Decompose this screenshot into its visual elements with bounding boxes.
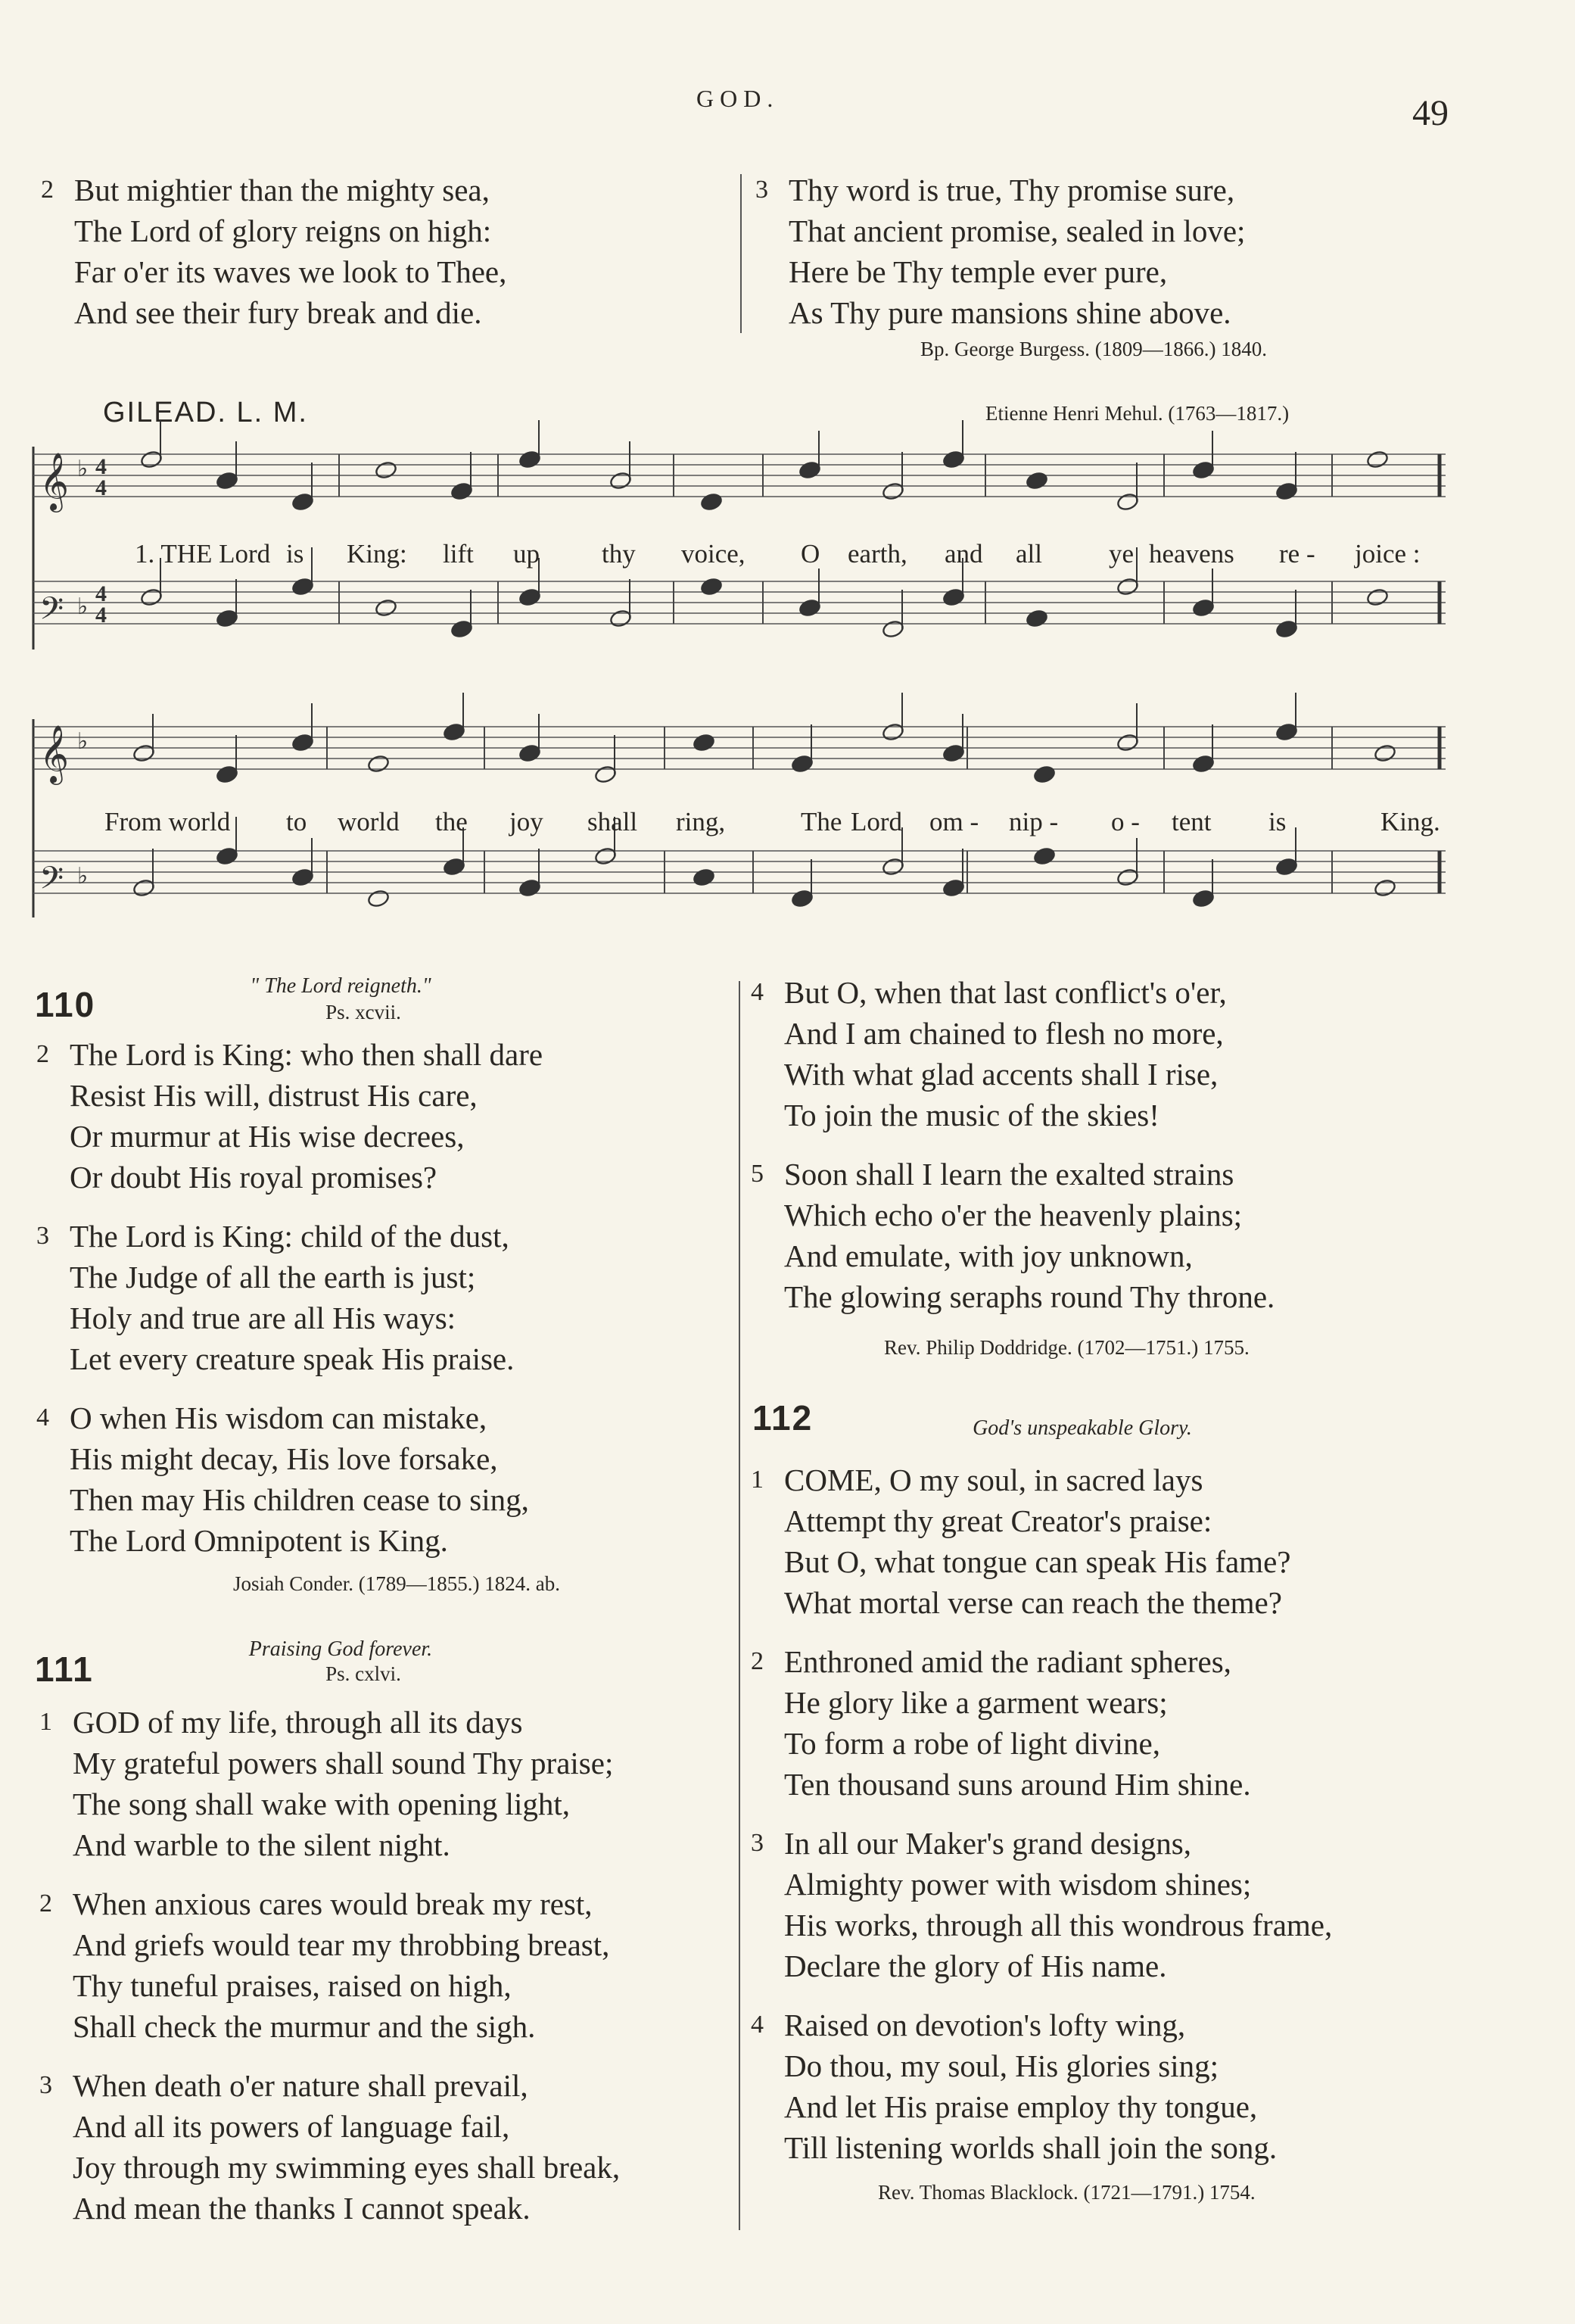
verse-line: The Lord Omnipotent is King. xyxy=(70,1523,448,1558)
lyric-syllable: is xyxy=(286,539,304,569)
lyric-syllable: o - xyxy=(1111,807,1140,836)
stanza-number: 4 xyxy=(36,1403,49,1431)
bass-clef: 𝄢 xyxy=(39,861,64,903)
note-head xyxy=(700,577,724,597)
lyric-syllable: world xyxy=(338,807,400,836)
flat-sign: ♭ xyxy=(77,864,89,889)
verse-line: Then may His children cease to sing, xyxy=(70,1482,529,1517)
lyric-syllable: Lord xyxy=(851,807,903,836)
stanza xyxy=(39,1883,620,2047)
note-head xyxy=(1116,577,1140,597)
time-signature: 4 xyxy=(95,603,107,628)
time-signature: 4 xyxy=(95,581,107,606)
stanza-number: 2 xyxy=(751,1647,764,1675)
note-head xyxy=(882,619,905,639)
verse-line: The song shall wake with opening light, xyxy=(73,1787,571,1821)
note-head xyxy=(1374,878,1397,898)
note-head xyxy=(1026,471,1049,491)
note-head xyxy=(375,598,398,618)
lyric-syllable: King. xyxy=(1380,807,1440,836)
lyric-syllable: 1. THE Lord xyxy=(135,539,271,569)
verse-line: But mightier than the mighty sea, xyxy=(74,173,490,207)
verse-line: And griefs would tear my throbbing breast, xyxy=(73,1927,610,1962)
note-head xyxy=(216,765,239,784)
hymn111-psalm: Ps. cxlvi. xyxy=(325,1662,401,1685)
verse-line: Declare the glory of His name. xyxy=(784,1949,1167,1983)
hymn-number-111: 111 xyxy=(35,1650,94,1689)
note-head xyxy=(450,619,474,639)
note-head xyxy=(700,492,724,512)
note-head xyxy=(594,765,618,784)
lyric-syllable: heavens xyxy=(1149,539,1234,569)
verse-line: In all our Maker's grand designs, xyxy=(784,1826,1191,1861)
note-head xyxy=(791,889,814,908)
note-head xyxy=(216,609,239,628)
stanza xyxy=(751,972,1275,1136)
lyric-syllable: re - xyxy=(1279,539,1315,569)
lyric-syllable: joice : xyxy=(1355,539,1421,569)
verse-line: Or doubt His royal promises? xyxy=(70,1160,437,1195)
stanza-number: 2 xyxy=(39,1889,52,1917)
note-head xyxy=(882,857,905,877)
note-head xyxy=(291,868,315,887)
note-head xyxy=(291,492,315,512)
music-score xyxy=(0,0,1575,984)
stanza xyxy=(751,1154,1275,1317)
lyric-syllable: all xyxy=(1016,539,1042,569)
verse-line: The Judge of all the earth is just; xyxy=(70,1260,476,1294)
hymn112-title: God's unspeakable Glory. xyxy=(973,1416,1192,1440)
verse-line: To form a robe of light divine, xyxy=(784,1726,1160,1761)
note-head xyxy=(132,743,156,763)
note-head xyxy=(1033,765,1057,784)
hymn-number-112: 112 xyxy=(752,1398,814,1438)
verse-line: Here be Thy temple ever pure, xyxy=(789,254,1168,289)
hymn110-stanzas xyxy=(36,1034,543,1561)
verse-line: And see their fury break and die. xyxy=(74,295,482,330)
note-head xyxy=(882,481,905,501)
running-title: GOD. xyxy=(696,85,780,112)
verse-line: But O, when that last conflict's o'er, xyxy=(784,975,1227,1010)
verse-line: His might decay, His love forsake, xyxy=(70,1441,498,1476)
time-signature: 4 xyxy=(95,475,107,500)
note-head xyxy=(216,846,239,866)
note-head xyxy=(291,733,315,752)
verse-line: My grateful powers shall sound Thy praise; xyxy=(73,1746,614,1780)
treble-clef: 𝄞 xyxy=(39,727,70,782)
note-head xyxy=(291,577,315,597)
note-head xyxy=(518,878,542,898)
stanza-number: 1 xyxy=(39,1708,52,1736)
lyric-syllable: thy xyxy=(602,539,636,569)
lyric-syllable: lift xyxy=(443,539,474,569)
flat-sign: ♭ xyxy=(77,456,89,481)
lyric-syllable: voice, xyxy=(681,539,745,569)
verse-line: His works, through all this wondrous frame, xyxy=(784,1908,1333,1942)
verse-line: That ancient promise, sealed in love; xyxy=(789,213,1246,248)
verse-line: Joy through my swimming eyes shall break, xyxy=(73,2150,621,2185)
verse-line: Enthroned amid the radiant spheres, xyxy=(784,1644,1231,1679)
note-head xyxy=(1192,889,1215,908)
verse-line: Far o'er its waves we look to Thee, xyxy=(74,254,507,289)
lyric-syllable: earth, xyxy=(848,539,907,569)
stanza-number: 3 xyxy=(36,1222,49,1250)
note-head xyxy=(1275,619,1299,639)
note-head xyxy=(942,587,966,607)
verse-line: The Lord of glory reigns on high: xyxy=(74,213,492,248)
verse-line: Raised on devotion's lofty wing, xyxy=(784,2008,1186,2042)
verse-line: GOD of my life, through all its days xyxy=(73,1705,523,1740)
verse-line: And mean the thanks I cannot speak. xyxy=(73,2191,531,2226)
note-head xyxy=(367,889,391,908)
stanza-number: 3 xyxy=(751,1829,764,1857)
note-head xyxy=(1116,492,1140,512)
stanza xyxy=(39,2065,621,2229)
lyric-syllable: The xyxy=(801,807,842,836)
note-head xyxy=(1275,857,1299,877)
hymn111-title: Praising God forever. xyxy=(248,1637,433,1661)
note-head xyxy=(609,609,633,628)
verse-line: Resist His will, distrust His care, xyxy=(70,1078,478,1113)
verse-line: To join the music of the skies! xyxy=(784,1098,1159,1132)
stanza-number: 3 xyxy=(39,2071,52,2099)
lyric-syllable: is xyxy=(1268,807,1287,836)
note-head xyxy=(1366,587,1390,607)
hymn111-attribution: Rev. Philip Doddridge. (1702—1751.) 1755. xyxy=(884,1336,1250,1359)
note-head xyxy=(1116,733,1140,752)
verse-line: Attempt thy great Creator's praise: xyxy=(784,1503,1212,1538)
lyric-syllable: the xyxy=(435,807,468,836)
hymn112-attribution: Rev. Thomas Blacklock. (1721—1791.) 1754. xyxy=(878,2181,1256,2204)
lyric-syllable: From world xyxy=(104,807,231,836)
note-head xyxy=(942,450,966,469)
note-head xyxy=(594,846,618,866)
stanza xyxy=(751,1641,1332,1805)
note-head xyxy=(450,481,474,501)
verse-line: But O, what tongue can speak His fame? xyxy=(784,1544,1291,1579)
note-head xyxy=(693,868,716,887)
verse-line: When anxious cares would break my rest, xyxy=(73,1886,593,1921)
hymn109-attribution: Bp. George Burgess. (1809—1866.) 1840. xyxy=(920,338,1267,360)
stanza-number: 4 xyxy=(751,978,764,1006)
verse-line: Or murmur at His wise decrees, xyxy=(70,1119,465,1154)
stanza-number: 4 xyxy=(751,2011,764,2039)
hymn111-stanzas xyxy=(39,1702,621,2229)
note-head xyxy=(1116,868,1140,887)
verse-line: And all its powers of language fail, xyxy=(73,2109,510,2144)
verse-line: Do thou, my soul, His glories sing; xyxy=(784,2048,1219,2083)
verse-line: He glory like a garment wears; xyxy=(784,1685,1168,1720)
lyric-syllable: ye xyxy=(1109,539,1135,569)
verse-line: As Thy pure mansions shine above. xyxy=(789,295,1231,330)
note-head xyxy=(1033,846,1057,866)
verse-line: Shall check the murmur and the sigh. xyxy=(73,2009,536,2044)
note-head xyxy=(140,587,163,607)
lyric-syllable: to xyxy=(286,807,307,836)
verse-line: Thy word is true, Thy promise sure, xyxy=(789,173,1235,207)
verse-line: COME, O my soul, in sacred lays xyxy=(784,1463,1203,1497)
flat-sign: ♭ xyxy=(77,729,89,754)
note-head xyxy=(1366,450,1390,469)
note-head xyxy=(1374,743,1397,763)
hymn110-psalm: Ps. xcvii. xyxy=(325,1001,401,1023)
lyric-syllable: shall xyxy=(587,807,638,836)
verse-line: And I am chained to flesh no more, xyxy=(784,1016,1224,1051)
stanza xyxy=(39,1702,620,1865)
verse-line: Soon shall I learn the exalted strains xyxy=(784,1157,1234,1192)
stanza xyxy=(36,1034,543,1198)
note-head xyxy=(1192,754,1215,774)
note-head xyxy=(443,857,466,877)
verse-line: Almighty power with wisdom shines; xyxy=(784,1867,1252,1902)
verse-line: O when His wisdom can mistake, xyxy=(70,1400,487,1435)
verse-line: And emulate, with joy unknown, xyxy=(784,1238,1193,1273)
hymn110-attribution: Josiah Conder. (1789—1855.) 1824. ab. xyxy=(233,1572,560,1595)
hymn110-title: " The Lord reigneth." xyxy=(250,974,431,998)
note-head xyxy=(942,743,966,763)
note-head xyxy=(882,722,905,742)
verse-line: Let every creature speak His praise. xyxy=(70,1341,515,1376)
note-head xyxy=(942,878,966,898)
lyric-syllable: nip - xyxy=(1009,807,1059,836)
hymn112-stanzas xyxy=(751,1460,1333,2168)
bass-clef: 𝄢 xyxy=(39,591,64,634)
note-head xyxy=(798,460,822,480)
lyric-syllable: and xyxy=(945,539,983,569)
note-head xyxy=(140,450,163,469)
note-head xyxy=(1275,481,1299,501)
note-head xyxy=(216,471,239,491)
note-head xyxy=(518,587,542,607)
lyric-syllable: up xyxy=(513,539,540,569)
note-head xyxy=(375,460,398,480)
note-head xyxy=(518,743,542,763)
stanza xyxy=(751,1823,1333,1986)
note-head xyxy=(1192,460,1215,480)
note-head xyxy=(367,754,391,774)
stanza-number: 3 xyxy=(755,176,768,204)
stanza-number: 1 xyxy=(751,1466,764,1494)
hymn111-cont-stanzas xyxy=(751,972,1275,1317)
stanza xyxy=(751,2005,1332,2168)
hymn-number-110: 110 xyxy=(35,985,96,1024)
column-divider xyxy=(739,981,740,2230)
verse-line: When death o'er nature shall prevail, xyxy=(73,2068,528,2103)
verse-line: Thy tuneful praises, raised on high, xyxy=(73,1968,512,2003)
lyric-syllable: ring, xyxy=(676,807,726,836)
time-signature: 4 xyxy=(95,454,107,479)
verse-line: And let His praise employ thy tongue, xyxy=(784,2089,1258,2124)
note-head xyxy=(609,471,633,491)
verse-line: Till listening worlds shall join the song. xyxy=(784,2130,1278,2165)
note-head xyxy=(132,878,156,898)
note-head xyxy=(798,598,822,618)
verse-line: Which echo o'er the heavenly plains; xyxy=(784,1198,1243,1232)
lyric-syllable: O xyxy=(801,539,820,569)
lyric-syllable: joy xyxy=(509,807,543,836)
stanza xyxy=(36,1216,543,1379)
note-head xyxy=(693,733,716,752)
stanza xyxy=(36,1397,543,1561)
flat-sign: ♭ xyxy=(77,594,89,619)
lyric-syllable: tent xyxy=(1172,807,1212,836)
treble-clef: 𝄞 xyxy=(39,454,70,509)
lyric-syllable: om - xyxy=(929,807,979,836)
note-head xyxy=(791,754,814,774)
lyric-syllable: King: xyxy=(347,539,407,569)
note-head xyxy=(1275,722,1299,742)
tune-name: GILEAD. L. M. xyxy=(103,397,308,428)
verse-line: The glowing seraphs round Thy throne. xyxy=(784,1279,1275,1314)
stanza xyxy=(751,1460,1332,1623)
stanza-number: 2 xyxy=(41,176,54,204)
verse-line: Ten thousand suns around Him shine. xyxy=(784,1767,1251,1802)
verse-line: And warble to the silent night. xyxy=(73,1827,450,1862)
page-number: 49 xyxy=(1412,93,1449,133)
note-head xyxy=(1026,609,1049,628)
stanza-number: 5 xyxy=(751,1160,764,1188)
tune-composer: Etienne Henri Mehul. (1763—1817.) xyxy=(985,402,1290,425)
verse-line: Holy and true are all His ways: xyxy=(70,1301,456,1335)
verse-line: What mortal verse can reach the theme? xyxy=(784,1585,1282,1620)
note-head xyxy=(443,722,466,742)
note-head xyxy=(1192,598,1215,618)
verse-line: The Lord is King: who then shall dare xyxy=(70,1037,543,1072)
verse-line: With what glad accents shall I rise, xyxy=(784,1057,1219,1092)
note-head xyxy=(518,450,542,469)
stanza-number: 2 xyxy=(36,1040,49,1068)
verse-line: The Lord is King: child of the dust, xyxy=(70,1219,509,1254)
